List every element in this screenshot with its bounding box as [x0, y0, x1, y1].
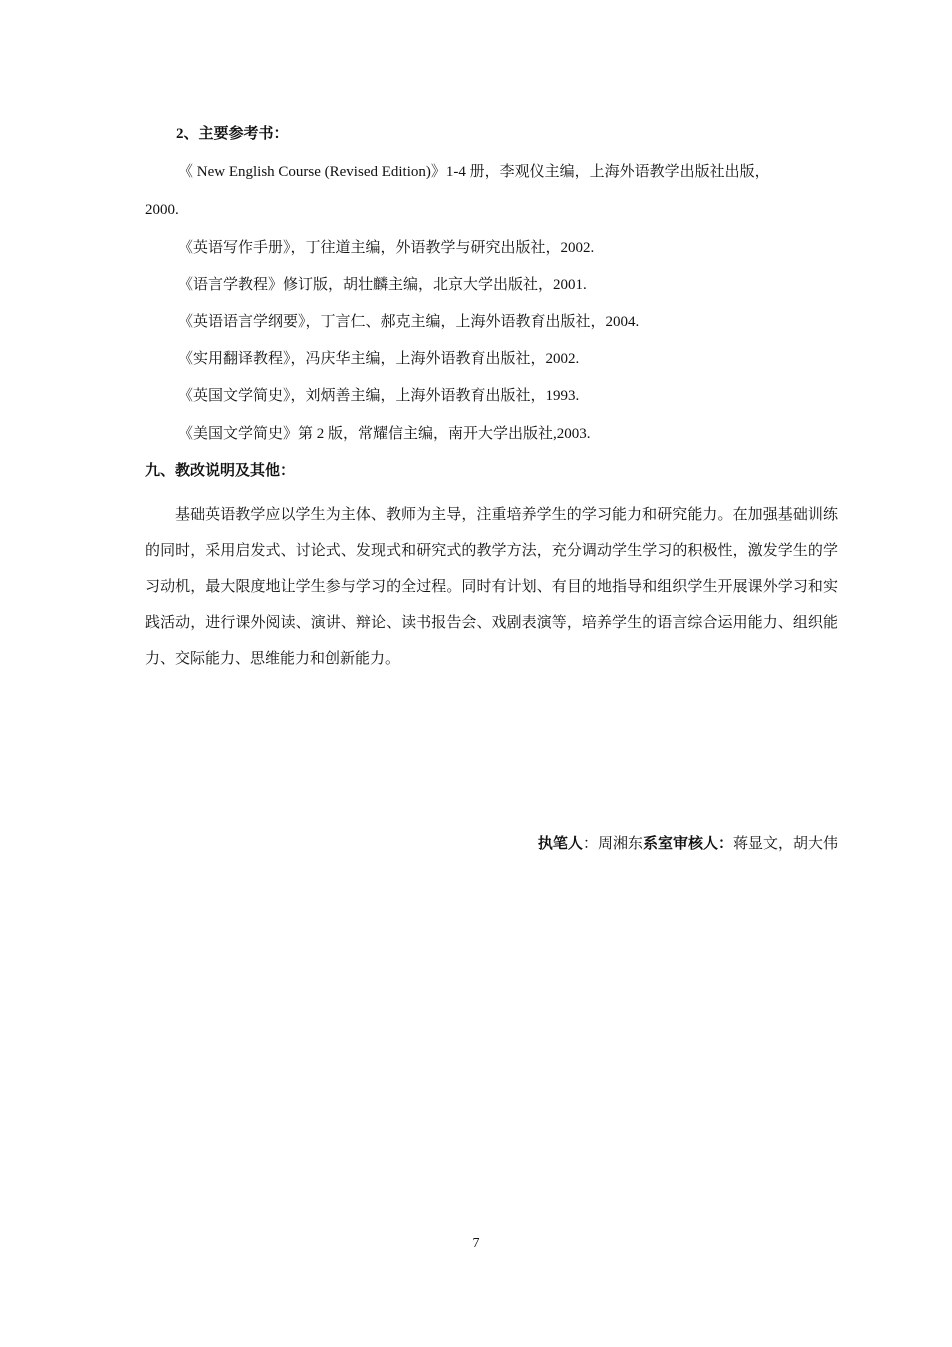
- section-2-heading: 2、主要参考书：: [176, 126, 289, 142]
- reference-item: 《 New English Course (Revised Edition)》1-4 册，李观仪主编，上海外语教学出版社出版，: [178, 164, 770, 180]
- author-separator: ：: [582, 836, 598, 852]
- reform-paragraph: 基础英语教学应以学生为主体、教师为主导，注重培养学生的学习能力和研究能力。在加强基础训练的同时，采用启发式、讨论式、发现式和研究式的教学方法，充分调动学生学习的积极性，激发学生的学习动机，最大限度地让学生参与学习的全过程。同时有计划、有目的地指导和组织学生开展课外学习和实践活动，进行课外阅读、演讲、辩论、读书报告会、戏剧表演等，培养学生的语言综合运用能力、组织能力、交际能力、思维能力和创新能力。: [145, 507, 838, 667]
- reference-item: 《语言学教程》修订版，胡壮麟主编，北京大学出版社，2001.: [178, 277, 587, 293]
- reference-item: 《实用翻译教程》，冯庆华主编，上海外语教育出版社，2002.: [178, 351, 580, 367]
- signature-line: [538, 834, 838, 854]
- reviewer-names: 蒋显文，胡大伟: [732, 836, 838, 852]
- reviewer-label: 系室审核人：: [642, 836, 733, 852]
- reference-item: 《美国文学简史》第 2 版，常耀信主编，南开大学出版社,2003.: [178, 426, 591, 442]
- page-number: 7: [472, 1236, 480, 1251]
- reference-item: 《英语写作手册》，丁往道主编，外语教学与研究出版社，2002.: [178, 240, 595, 256]
- author-label: 执笔人: [537, 836, 583, 852]
- reference-item: 《英语语言学纲要》，丁言仁、郝克主编，上海外语教育出版社，2004.: [178, 314, 640, 330]
- author-name: 周湘东: [597, 836, 643, 852]
- reference-item: 《英国文学简史》，刘炳善主编，上海外语教育出版社，1993.: [178, 388, 580, 404]
- section-9-heading: 九、教改说明及其他：: [145, 463, 296, 479]
- reference-item-continuation: 2000.: [145, 202, 179, 218]
